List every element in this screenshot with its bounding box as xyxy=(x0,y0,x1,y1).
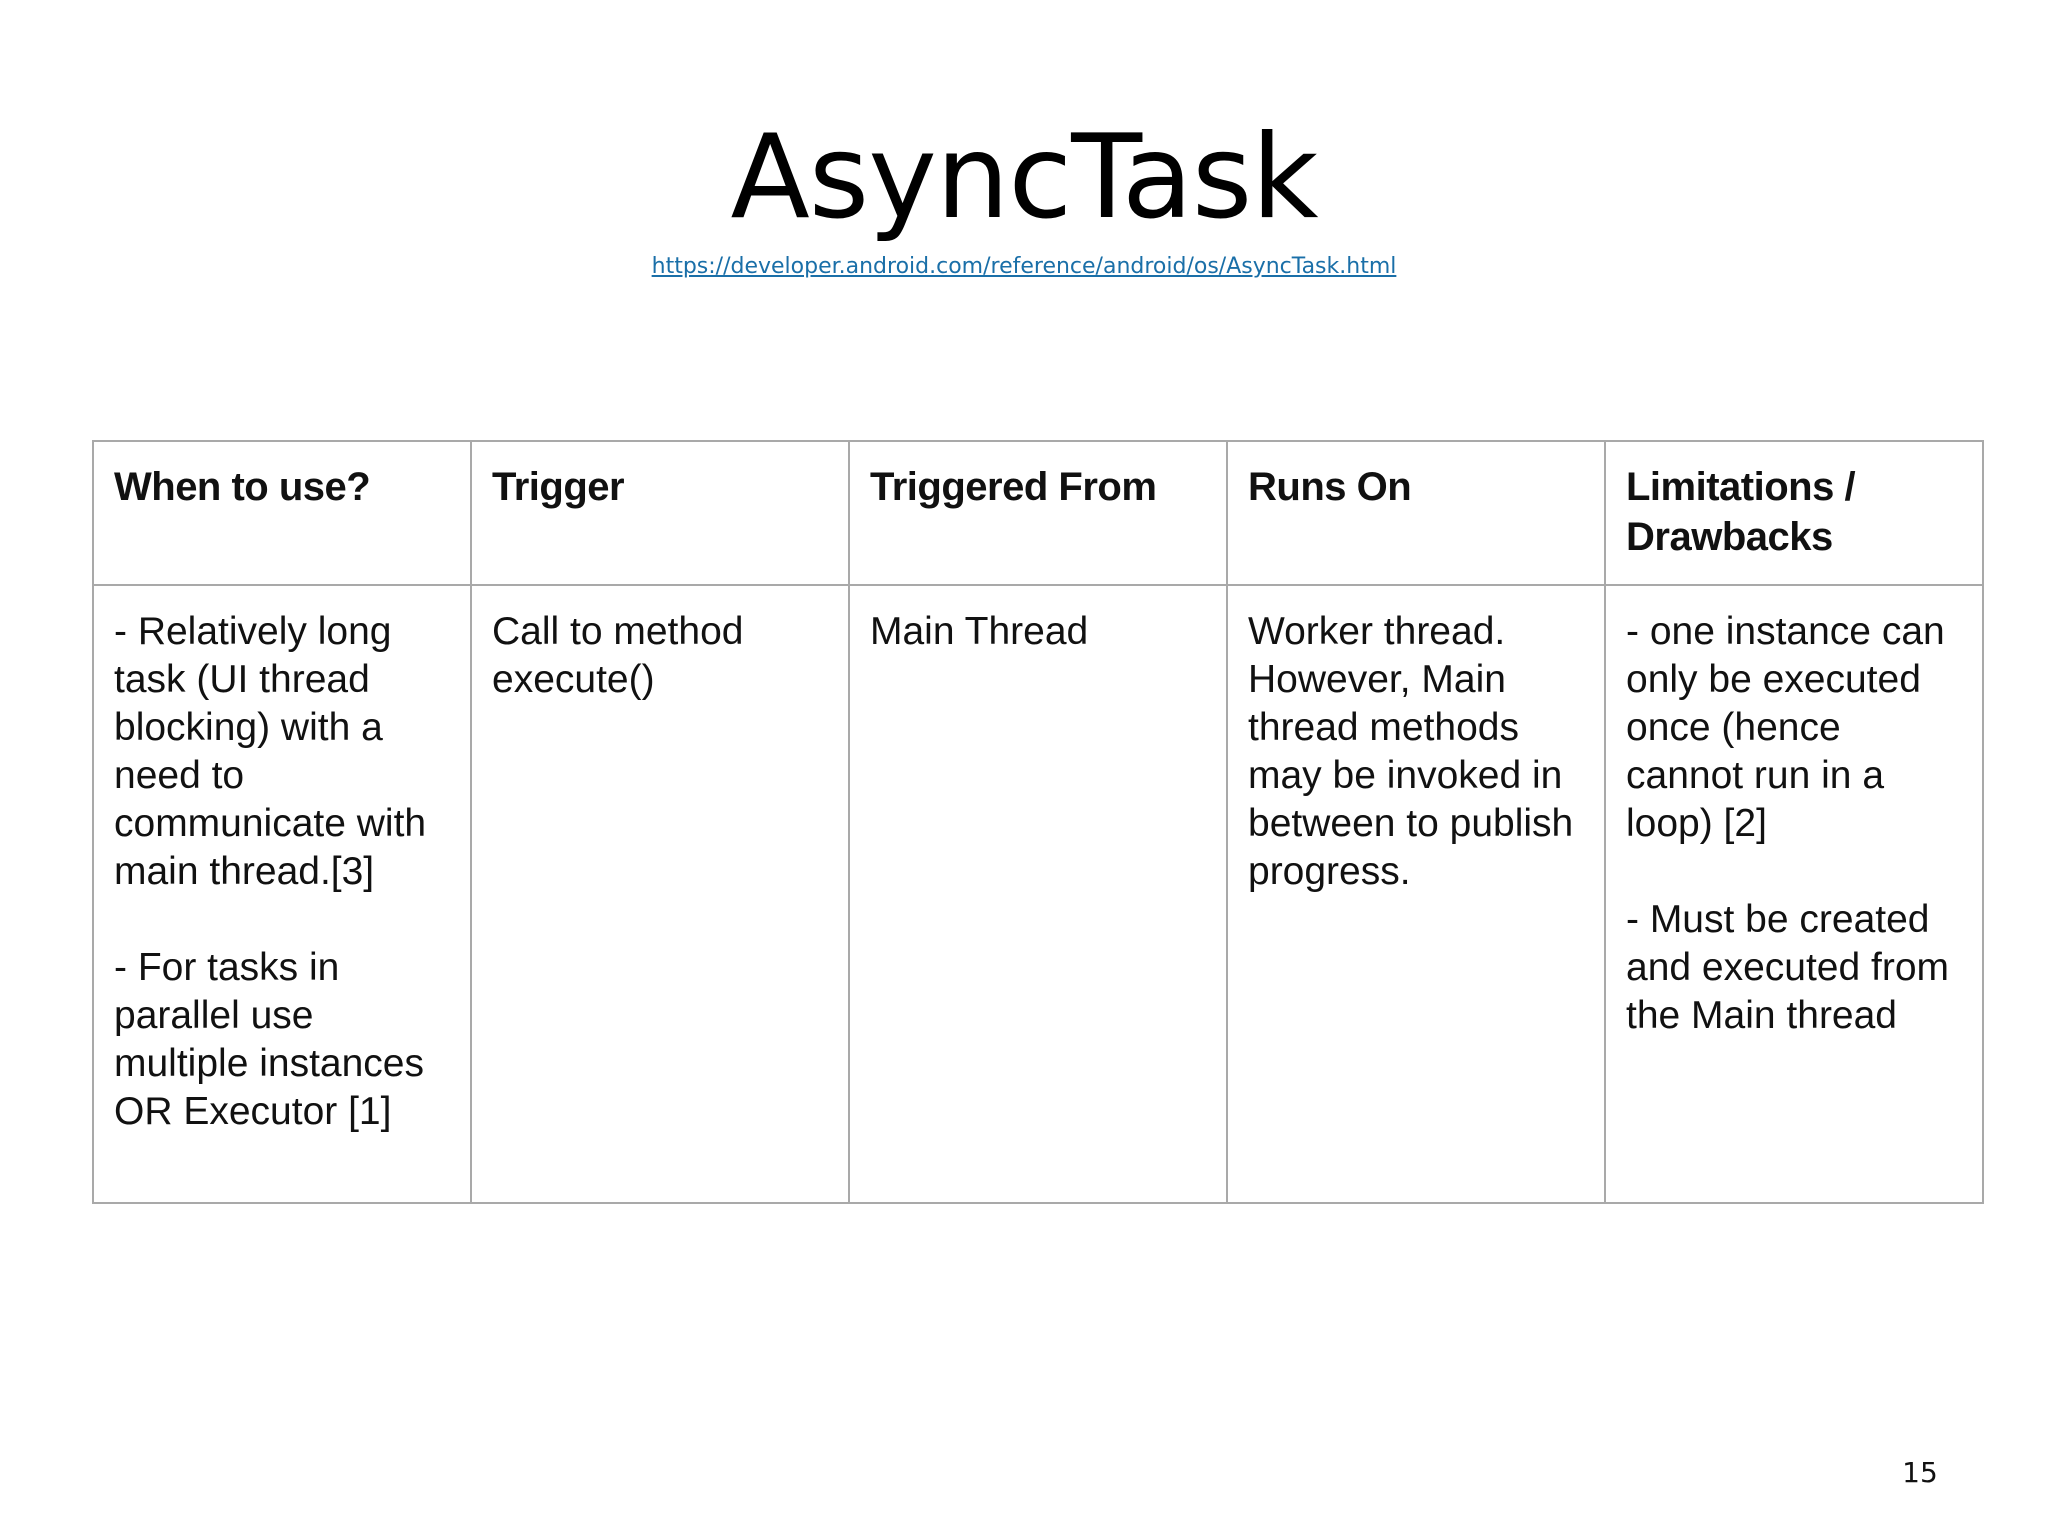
limitation-point-1: - one instance can only be executed once (hence cannot run in a loop) [2] xyxy=(1626,610,1945,845)
table-header-row xyxy=(93,441,1983,585)
trigger-text: Call to method execute() xyxy=(492,610,744,701)
cell-when-to-use xyxy=(93,585,471,1203)
limitation-point-2: - Must be created and executed from the Main thread xyxy=(1626,898,1950,1037)
reference-link[interactable]: https://developer.android.com/reference/android/os/AsyncTask.html xyxy=(651,254,1397,279)
header-when-to-use: When to use? xyxy=(93,441,471,585)
header-triggered-from: Triggered From xyxy=(849,441,1227,585)
slide-title: AsyncTask xyxy=(730,110,1318,245)
header-limitations: Limitations / Drawbacks xyxy=(1605,441,1983,585)
triggered-from-text: Main Thread xyxy=(870,610,1089,653)
table-row xyxy=(93,585,1983,1203)
when-to-use-point-2: - For tasks in parallel use multiple instances OR Executor [1] xyxy=(114,946,424,1133)
header-trigger: Trigger xyxy=(471,441,849,585)
cell-limitations xyxy=(1605,585,1983,1203)
header-runs-on: Runs On xyxy=(1227,441,1605,585)
when-to-use-point-1: - Relatively long task (UI thread blocking) with a need to communicate with main thread.[3] xyxy=(114,610,427,893)
cell-runs-on xyxy=(1227,585,1605,1203)
page-number: 15 xyxy=(1902,1456,1938,1489)
runs-on-text: Worker thread. However, Main thread methods may be invoked in between to publish progress. xyxy=(1248,610,1574,893)
cell-triggered-from xyxy=(849,585,1227,1203)
cell-trigger xyxy=(471,585,849,1203)
comparison-table xyxy=(92,440,1984,1204)
